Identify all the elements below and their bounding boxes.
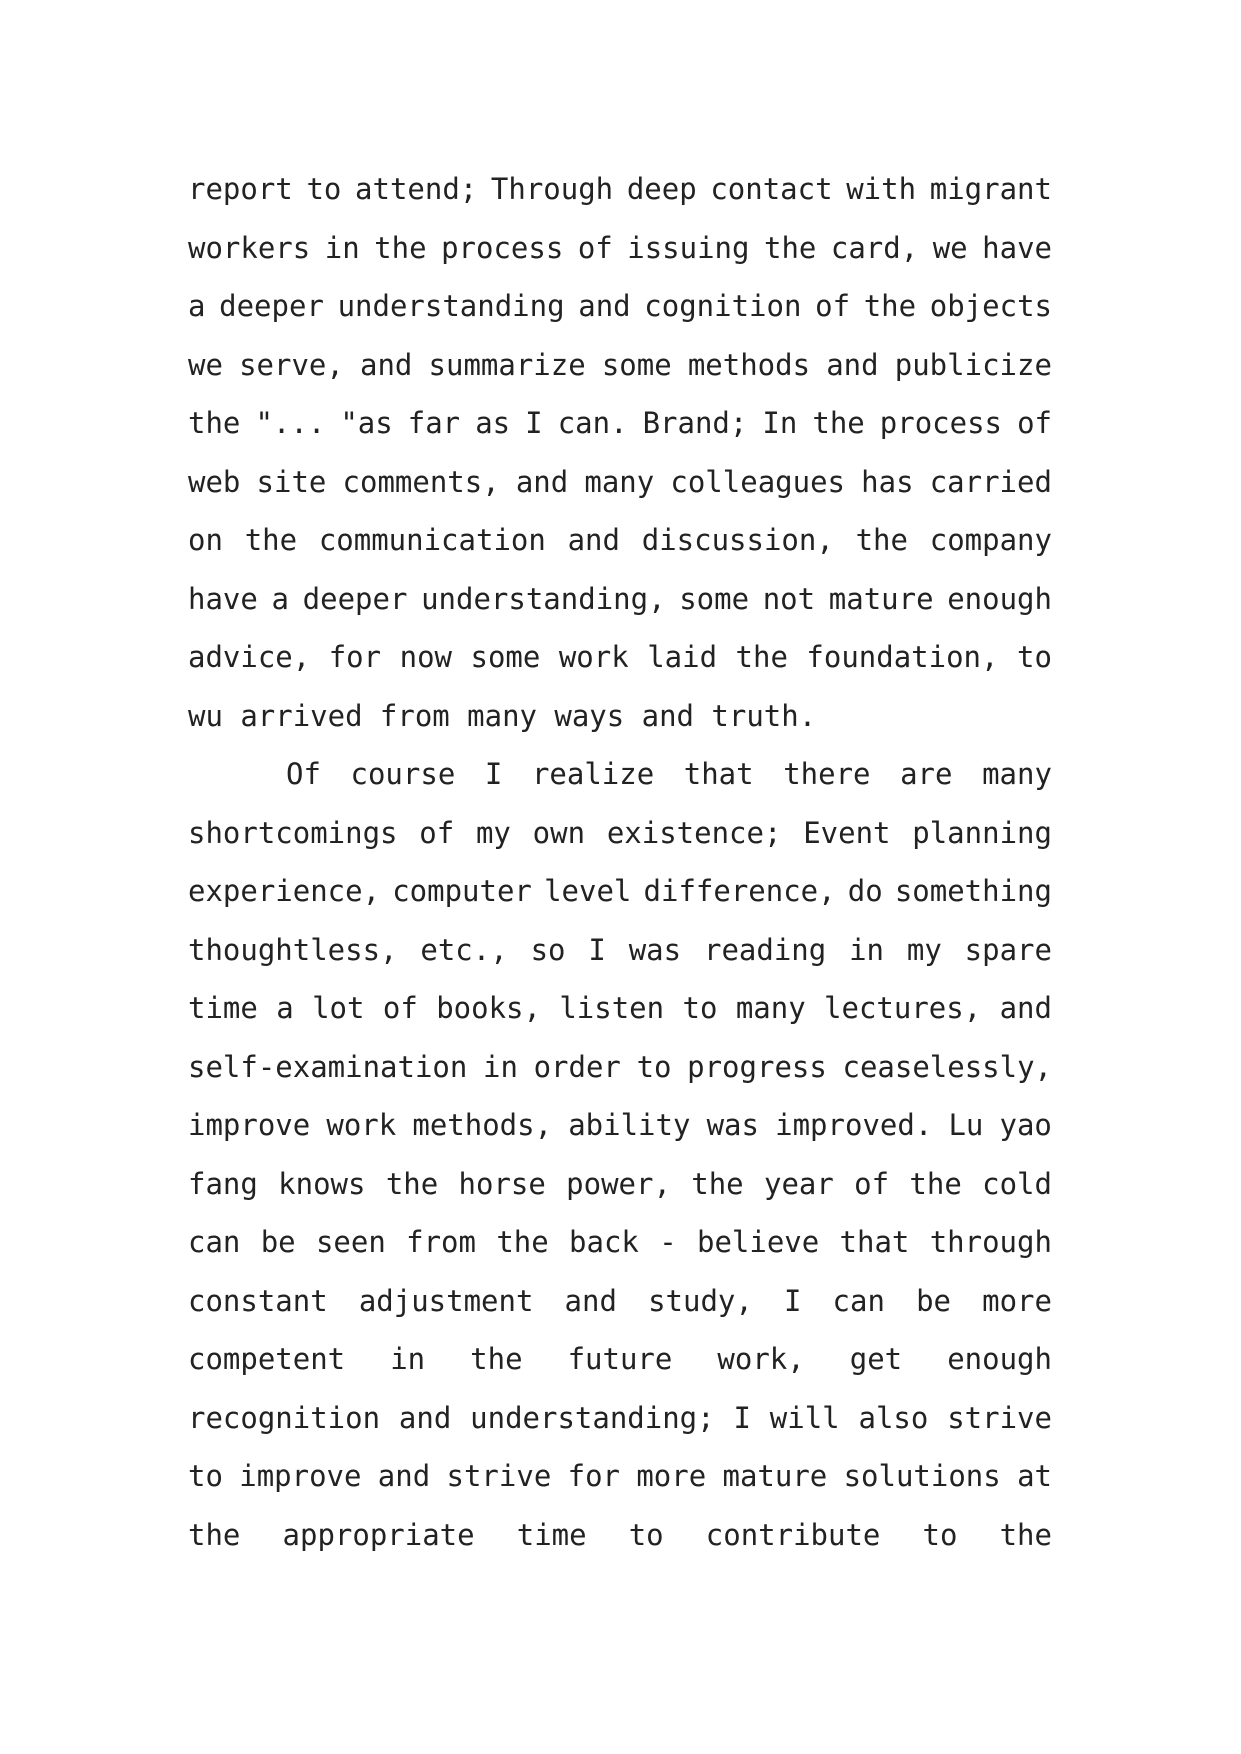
paragraph-line: can be seen from the back - believe that through — [188, 1225, 1052, 1259]
paragraph-line: experience, computer level difference, do something — [188, 874, 1052, 908]
paragraph-line: self-examination in order to progress ceaselessly, — [188, 1049, 1052, 1084]
paragraph-line: recognition and understanding; I will also strive — [188, 1400, 1052, 1435]
paragraph-line: the appropriate time to contribute to the — [188, 1517, 1052, 1552]
paragraph-line: have a deeper understanding, some not mature enough — [188, 581, 1052, 616]
paragraph-line: on the communication and discussion, the company — [188, 523, 1052, 557]
paragraph-line: Of course I realize that there are many — [286, 757, 1052, 791]
paragraph-line: time a lot of books, listen to many lectures, and — [188, 991, 1052, 1025]
paragraph-line: report to attend; Through deep contact with migrant — [188, 172, 1052, 206]
paragraph-line: wu arrived from many ways and truth. — [188, 698, 817, 733]
paragraph-line: we serve, and summarize some methods and publicize — [188, 347, 1052, 382]
paragraph-line: competent in the future work, get enough — [188, 1342, 1052, 1376]
paragraph-line: web site comments, and many colleagues has carried — [188, 464, 1052, 499]
paragraph-line: shortcomings of my own existence; Event planning — [188, 815, 1052, 850]
body-text — [188, 160, 1052, 1564]
paragraph-line: thoughtless, etc., so I was reading in my spare — [188, 932, 1052, 967]
paragraph-line: constant adjustment and study, I can be more — [188, 1283, 1052, 1318]
paragraph-line: improve work methods, ability was improved. Lu yao — [188, 1108, 1052, 1142]
paragraph-line: a deeper understanding and cognition of the objects — [188, 289, 1052, 323]
paragraph-line: fang knows the horse power, the year of the cold — [188, 1166, 1052, 1201]
paragraph-line: workers in the process of issuing the card, we have — [188, 230, 1052, 265]
paragraph-line: to improve and strive for more mature solutions at — [188, 1459, 1052, 1493]
paragraph-line: the "... "as far as I can. Brand; In the process of — [188, 406, 1052, 440]
paragraph-line: advice, for now some work laid the foundation, to — [188, 640, 1052, 674]
